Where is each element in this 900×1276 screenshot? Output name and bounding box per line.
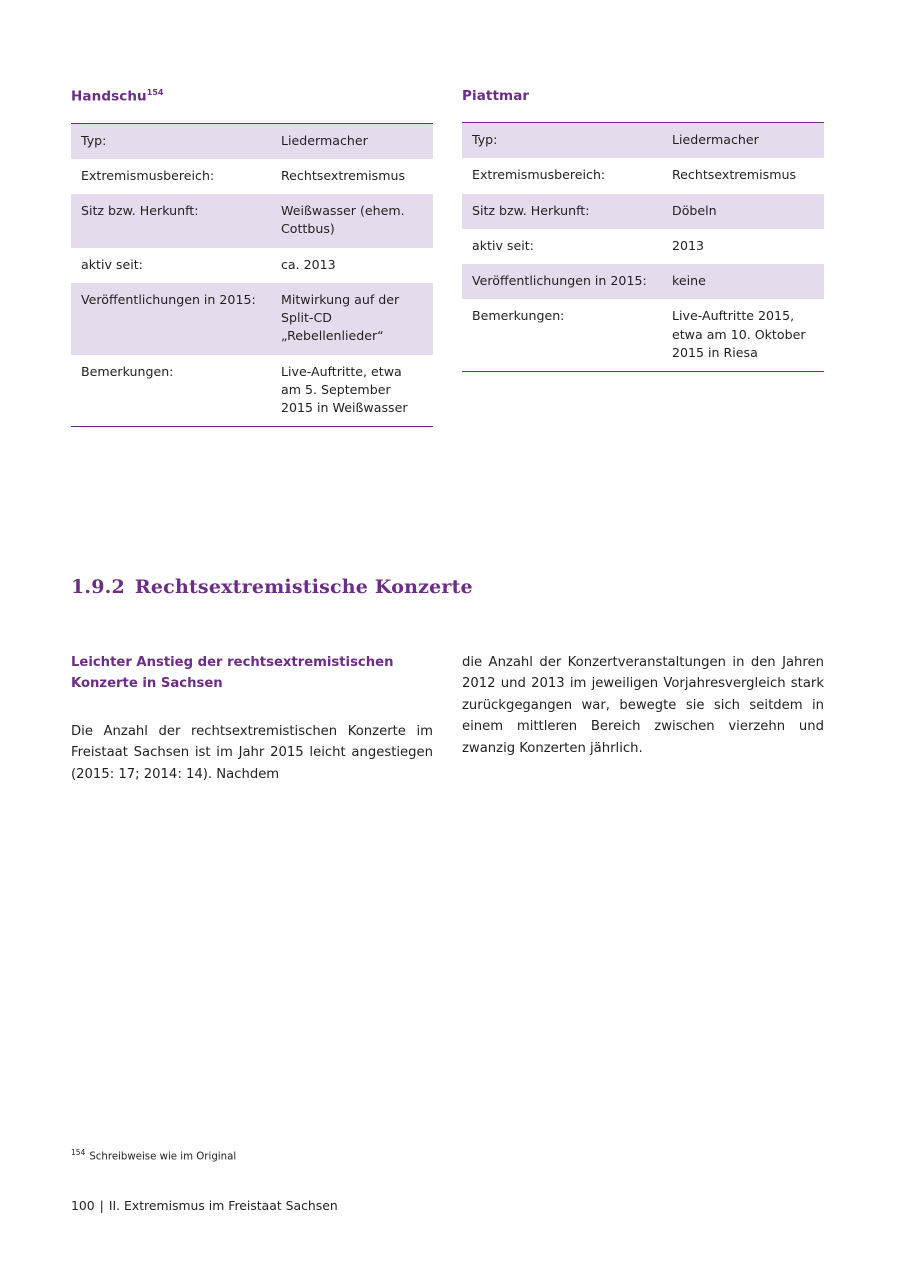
table-row: [462, 264, 824, 299]
body-text-columns: [71, 652, 825, 785]
row-value: Live-Auftritte, etwa am 5. September 2015 in Weißwasser: [271, 355, 433, 427]
footnote-marker: 154: [146, 88, 164, 97]
page-footer: [71, 1198, 338, 1213]
card-title-piattmar: [462, 88, 824, 104]
body-column-left: [71, 652, 433, 785]
info-card-piattmar: [462, 88, 824, 427]
table-row: [462, 194, 824, 229]
table-row: [462, 229, 824, 264]
row-value: Rechtsextremismus: [281, 167, 406, 183]
row-label: Sitz bzw. Herkunft:: [462, 194, 662, 229]
footer-chapter: II. Extremismus im Freistaat Sachsen: [108, 1198, 338, 1213]
body-column-right: [462, 652, 824, 785]
section-number: 1.9.2: [71, 576, 125, 598]
table-row: [462, 158, 824, 193]
row-value: ca. 2013: [281, 256, 336, 272]
footnote-text: Schreibweise wie im Original: [89, 1151, 237, 1163]
row-value: Liedermacher: [271, 123, 433, 159]
footer-separator: |: [99, 1198, 104, 1213]
footnote: [71, 1148, 671, 1162]
table-row: [71, 248, 433, 283]
table-row: [71, 159, 433, 194]
body-paragraph-left: Die Anzahl der rechtsextremistischen Konzerte im Freistaat Sachsen ist im Jahr 2015 leicht angestiegen (2015: 17; 2014: 14). Nachdem: [71, 723, 433, 782]
info-table-piattmar: [462, 122, 824, 372]
row-label: aktiv seit:: [472, 237, 534, 253]
table-row: [462, 123, 824, 159]
row-value: Rechtsextremismus: [672, 167, 797, 183]
row-value: Döbeln: [662, 194, 824, 229]
section-title: Rechtsextremistische Konzerte: [134, 576, 473, 598]
row-label: Sitz bzw. Herkunft:: [71, 194, 271, 248]
row-label: Bemerkungen:: [462, 299, 662, 371]
row-value: Mitwirkung auf der Split-CD „Rebellenlieder“: [271, 283, 433, 355]
row-label: Bemerkungen:: [71, 355, 271, 427]
table-row: [71, 123, 433, 159]
card-title-text: Handschu: [71, 88, 147, 105]
info-cards-row: [71, 88, 825, 427]
info-card-handschu: [71, 88, 433, 427]
info-table-handschu: [71, 123, 433, 428]
row-label: Extremismusbereich:: [81, 167, 215, 183]
row-value: Weißwasser (ehem. Cottbus): [271, 194, 433, 248]
page-number: 100: [71, 1198, 95, 1213]
section-heading: [71, 576, 473, 598]
row-value: Liedermacher: [662, 123, 824, 159]
card-title-text: Piattmar: [462, 88, 530, 104]
row-label: Veröffentlichungen in 2015:: [462, 264, 662, 299]
footnote-number: 154: [71, 1148, 86, 1157]
row-label: Veröffentlichungen in 2015:: [71, 283, 271, 355]
table-row: [71, 194, 433, 248]
table-row: [71, 283, 433, 355]
row-label: Typ:: [462, 123, 662, 159]
table-row: [462, 299, 824, 371]
row-label: Typ:: [71, 123, 271, 159]
card-title-handschu: [71, 88, 433, 105]
row-value: Live-Auftritte 2015, etwa am 10. Oktober 2015 in Riesa: [662, 299, 824, 371]
lead-heading: Leichter Anstieg der rechtsextremistischen Konzerte in Sachsen: [71, 655, 394, 692]
body-paragraph-right: die Anzahl der Konzertveranstaltungen in den Jahren 2012 und 2013 im jeweiligen Vorjahresvergleich stark zurückgegangen war, bewegte sie sich seitdem in einem mittleren Bereich zwischen vierzehn und zwanzig Konzerten jährlich.: [462, 655, 824, 756]
row-value: 2013: [672, 237, 705, 253]
table-row: [71, 355, 433, 427]
row-label: Extremismusbereich:: [472, 167, 606, 183]
row-value: keine: [662, 264, 824, 299]
row-label: aktiv seit:: [81, 256, 143, 272]
